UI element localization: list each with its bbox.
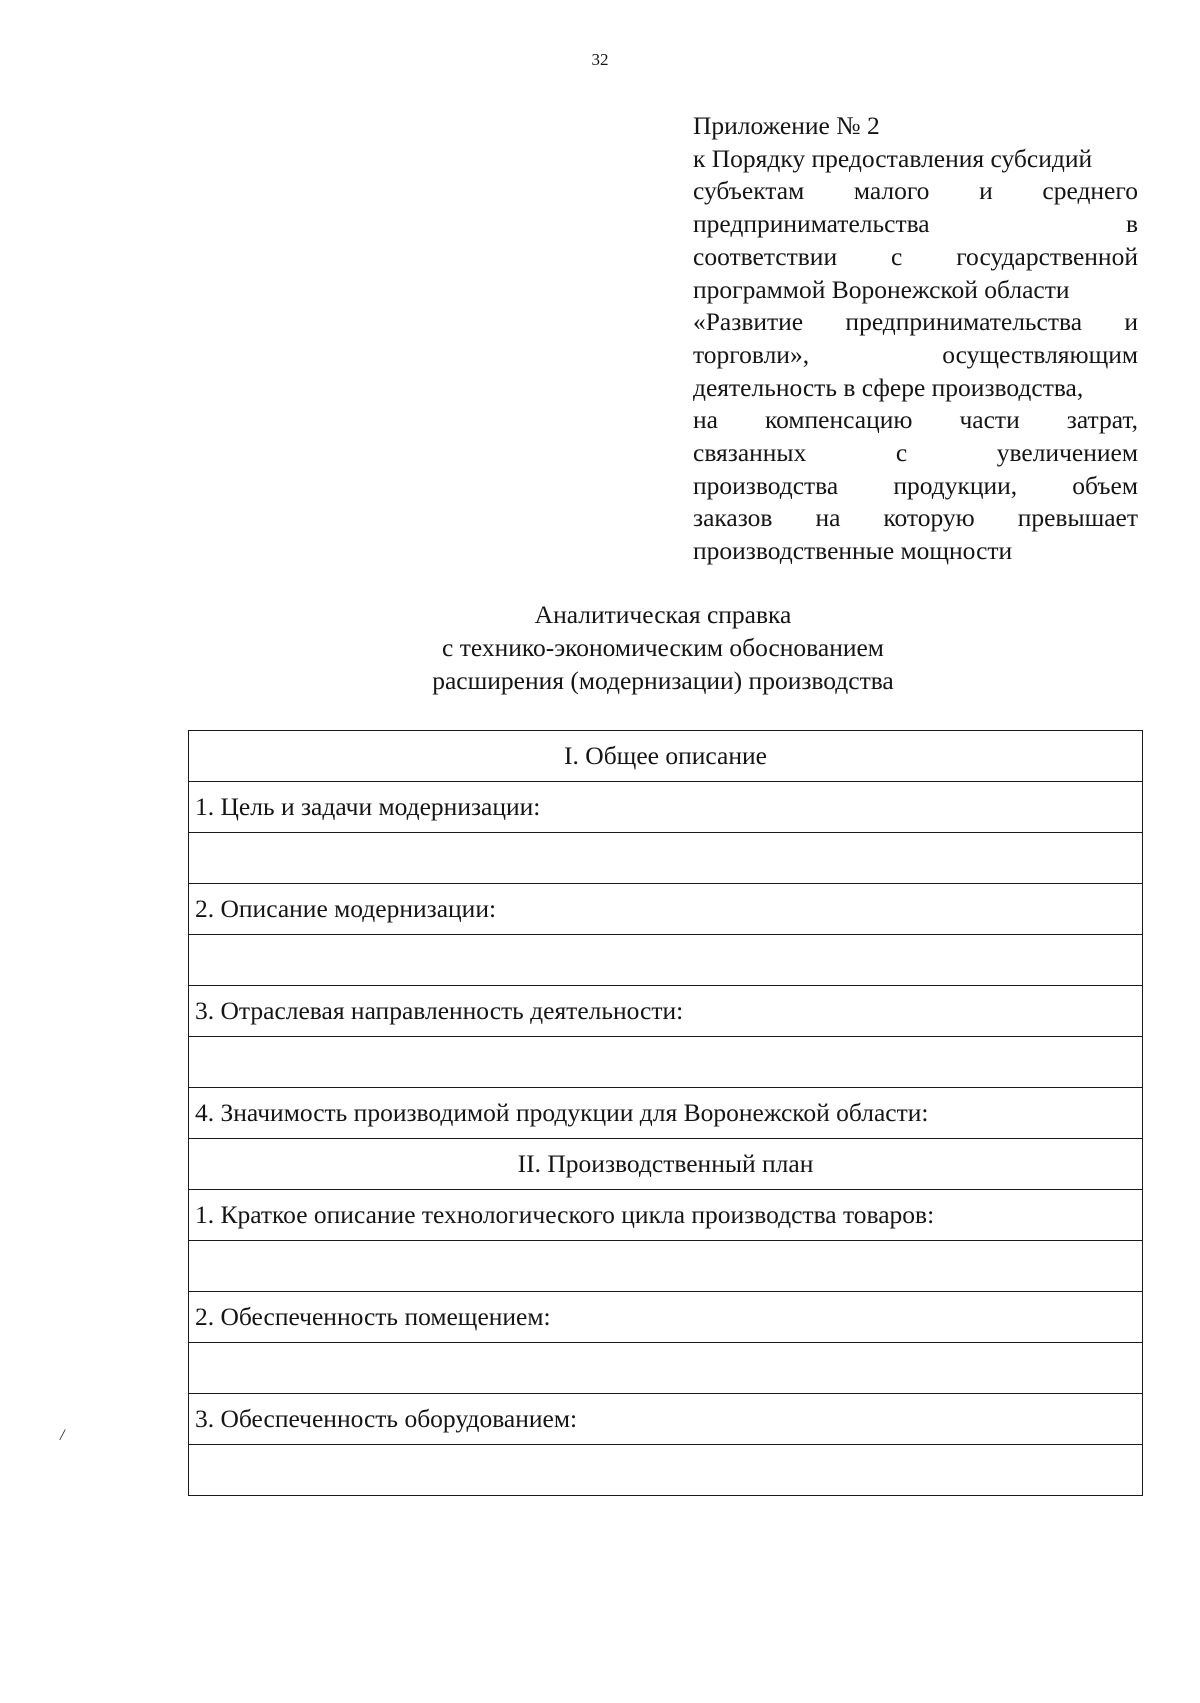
appendix-word: компенсацию (765, 405, 913, 435)
appendix-word: на (693, 405, 718, 435)
answer-cell[interactable] (189, 1037, 1143, 1088)
appendix-word: производственные мощности (693, 536, 1013, 566)
blank-row (189, 833, 1143, 884)
appendix-word: с (891, 241, 903, 271)
item-row (189, 1292, 1143, 1343)
appendix-word: субъектам (693, 176, 805, 206)
appendix-word: «Развитие (693, 307, 804, 337)
appendix-word: предпринимательства (845, 307, 1083, 337)
appendix-word: предпринимательства (693, 209, 930, 239)
appendix-line (693, 372, 1138, 405)
blank-row (189, 1343, 1143, 1394)
scan-mark: / (60, 1427, 65, 1444)
item-label: 1. Цель и задачи модернизации: (189, 782, 1143, 833)
appendix-word: части (959, 405, 1020, 435)
item-row (189, 1088, 1143, 1139)
blank-row (189, 1241, 1143, 1292)
appendix-word: производства (693, 470, 839, 500)
appendix-lines (693, 143, 1138, 568)
appendix-line (693, 502, 1138, 535)
item-label: 1. Краткое описание технологического цикла производства товаров: (189, 1190, 1143, 1241)
appendix-line (693, 306, 1138, 339)
item-label: 2. Описание модернизации: (189, 884, 1143, 935)
section-row (189, 731, 1143, 782)
section-heading: I. Общее описание (189, 731, 1143, 782)
appendix-word: среднего (1042, 176, 1138, 206)
appendix-line (693, 208, 1138, 241)
appendix-word: превышает (1017, 503, 1138, 533)
appendix-line (693, 339, 1138, 372)
appendix-line (693, 535, 1138, 568)
appendix-word: которую (883, 503, 975, 533)
appendix-word: программой Воронежской области (693, 274, 1070, 304)
document-title (188, 598, 1138, 697)
appendix-word: на (815, 503, 841, 533)
answer-cell[interactable] (189, 1445, 1143, 1496)
appendix-line (693, 175, 1138, 208)
answer-cell[interactable] (189, 935, 1143, 986)
page-number: 32 (591, 50, 609, 69)
appendix-word: и (979, 176, 993, 206)
section-row (189, 1139, 1143, 1190)
answer-cell[interactable] (189, 833, 1143, 884)
appendix-line (693, 274, 1138, 307)
blank-row (189, 1445, 1143, 1496)
title-line-2: с технико-экономическим обоснованием (442, 633, 884, 662)
appendix-word: соответствии (693, 241, 838, 271)
blank-row (189, 935, 1143, 986)
appendix-word: связанных (693, 438, 807, 468)
item-row (189, 782, 1143, 833)
blank-row (189, 1037, 1143, 1088)
appendix-word: заказов (693, 503, 773, 533)
answer-cell[interactable] (189, 1343, 1143, 1394)
appendix-word: объем (1072, 470, 1138, 500)
title-line-3: расширения (модернизации) производства (432, 666, 894, 695)
appendix-word: в (1125, 209, 1138, 239)
item-row (189, 1394, 1143, 1445)
analytical-form-table (188, 730, 1143, 1496)
appendix-word: деятельность в сфере производства, (693, 372, 1084, 402)
appendix-word: к Порядку предоставления субсидий (693, 143, 1093, 173)
item-label: 4. Значимость производимой продукции для Воронежской области: (189, 1088, 1143, 1139)
appendix-word: торговли», (693, 339, 810, 369)
item-row (189, 884, 1143, 935)
appendix-heading: Приложение № 2 (693, 111, 880, 140)
appendix-word: увеличением (996, 438, 1138, 468)
appendix-word: продукции, (893, 470, 1018, 500)
appendix-word: затрат, (1066, 405, 1138, 435)
appendix-word: осуществляющим (942, 339, 1138, 369)
appendix-word: государственной (956, 241, 1138, 271)
appendix-line (693, 437, 1138, 470)
form-rows (189, 731, 1143, 1496)
appendix-line (693, 404, 1138, 437)
title-line-1: Аналитическая справка (534, 600, 792, 629)
appendix-line (693, 470, 1138, 503)
appendix-line (693, 241, 1138, 274)
item-label: 3. Отраслевая направленность деятельности: (189, 986, 1143, 1037)
appendix-word: малого (853, 176, 930, 206)
answer-cell[interactable] (189, 1241, 1143, 1292)
item-label: 2. Обеспеченность помещением: (189, 1292, 1143, 1343)
item-label: 3. Обеспеченность оборудованием: (189, 1394, 1143, 1445)
section-heading: II. Производственный план (189, 1139, 1143, 1190)
item-row (189, 986, 1143, 1037)
appendix-line (693, 143, 1138, 176)
appendix-word: и (1124, 307, 1138, 337)
appendix-word: с (895, 438, 908, 468)
appendix-block (693, 110, 1138, 568)
item-row (189, 1190, 1143, 1241)
